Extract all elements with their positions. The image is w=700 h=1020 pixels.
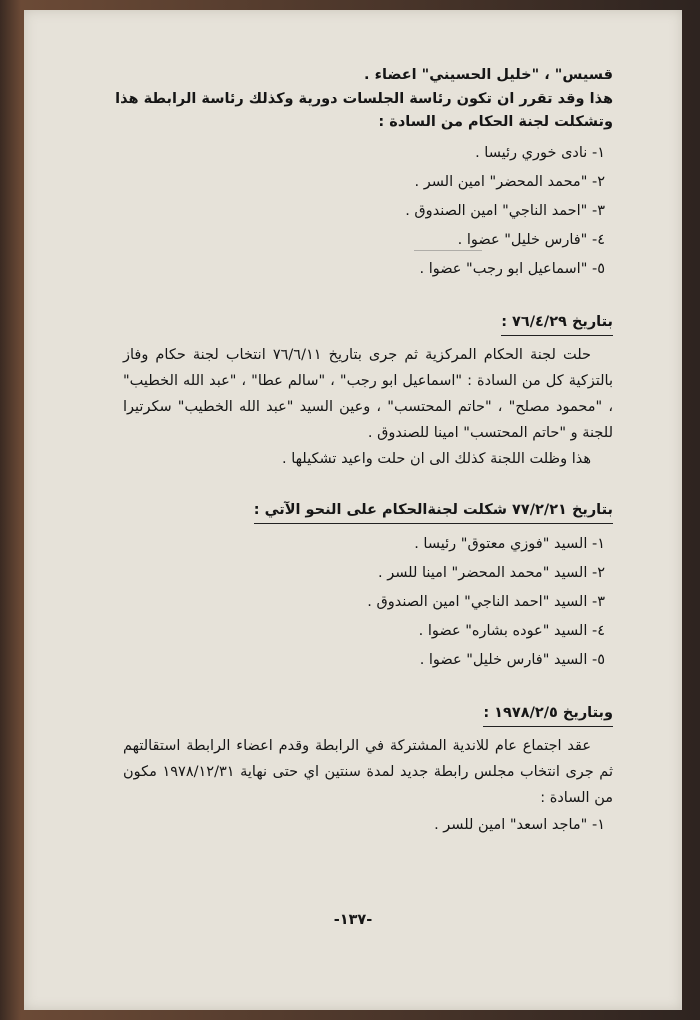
list-item: ٥- "اسماعيل ابو رجب" عضوا . xyxy=(419,260,605,277)
page-content xyxy=(115,64,613,840)
page-number: -١٣٧- xyxy=(333,912,373,928)
list-item: ١- نادى خوري رئيسا . xyxy=(475,144,605,161)
section-heading: بتاريخ ٧٧/٢/٢١ شكلت لجنةالحكام على النحو الآتي : xyxy=(254,498,613,524)
section-note: هذا وظلت اللجنة كذلك الى ان حلت واعيد تشكيلها . xyxy=(281,450,591,467)
section-paragraph: عقد اجتماع عام للاندية المشتركة في الرابطة وقدم اعضاء الرابطة استقالتهم ثم جرى انتخاب مجلس رابطة جديد لمدة سنتين اي حتى نهاية ١٩٧٨/١٢/٣١ مكون من السادة : xyxy=(123,737,613,806)
intro-line: قسيس" ، "خليل الحسيني" اعضاء . xyxy=(364,67,613,83)
list-item: ٥- السيد "فارس خليل" عضوا . xyxy=(419,651,605,668)
list-item: ٤- "فارس خليل" عضوا . xyxy=(457,231,605,248)
intro-line: وتشكلت لجنة الحكام من السادة : xyxy=(378,114,613,130)
list-item: ٢- "محمد المحضر" امين السر . xyxy=(414,173,605,190)
list-item: ٢- السيد "محمد المحضر" امينا للسر . xyxy=(377,564,605,581)
document-page xyxy=(24,10,682,1010)
section-paragraph: حلت لجنة الحكام المركزية ثم جرى بتاريخ ٧٦/٦/١١ انتخاب لجنة حكام وفاز بالتزكية كل من السادة : "اسماعيل ابو رجب" ، "سالم عطا" ، "عبد الله الخطيب" ، "محمود مصلح" ، "حاتم المحتسب" ، وعين السيد "عبد الله الخطيب" سكرتيرا للجنة و "حاتم المحتسب" امينا للصندوق . xyxy=(123,346,613,441)
referees-list-1 xyxy=(123,139,613,284)
list-item: ٣- السيد "احمد الناجي" امين الصندوق . xyxy=(367,593,605,610)
section-heading: بتاريخ ٧٦/٤/٢٩ : xyxy=(501,310,613,336)
list-item: ٤- السيد "عوده بشاره" عضوا . xyxy=(418,622,605,639)
section-heading: وبتاريخ ١٩٧٨/٢/٥ : xyxy=(483,701,613,727)
intro-line: هذا وقد تقرر ان تكون رئاسة الجلسات دورية وكذلك رئاسة الرابطة هذا xyxy=(115,90,613,107)
list-item: ١- السيد "فوزي معتوق" رئيسا . xyxy=(414,535,605,552)
referees-list-3 xyxy=(123,811,613,840)
list-item: ١- "ماجد اسعد" امين للسر . xyxy=(434,816,605,833)
referees-list-2 xyxy=(123,530,613,675)
list-item: ٣- "احمد الناجي" امين الصندوق . xyxy=(405,202,605,219)
